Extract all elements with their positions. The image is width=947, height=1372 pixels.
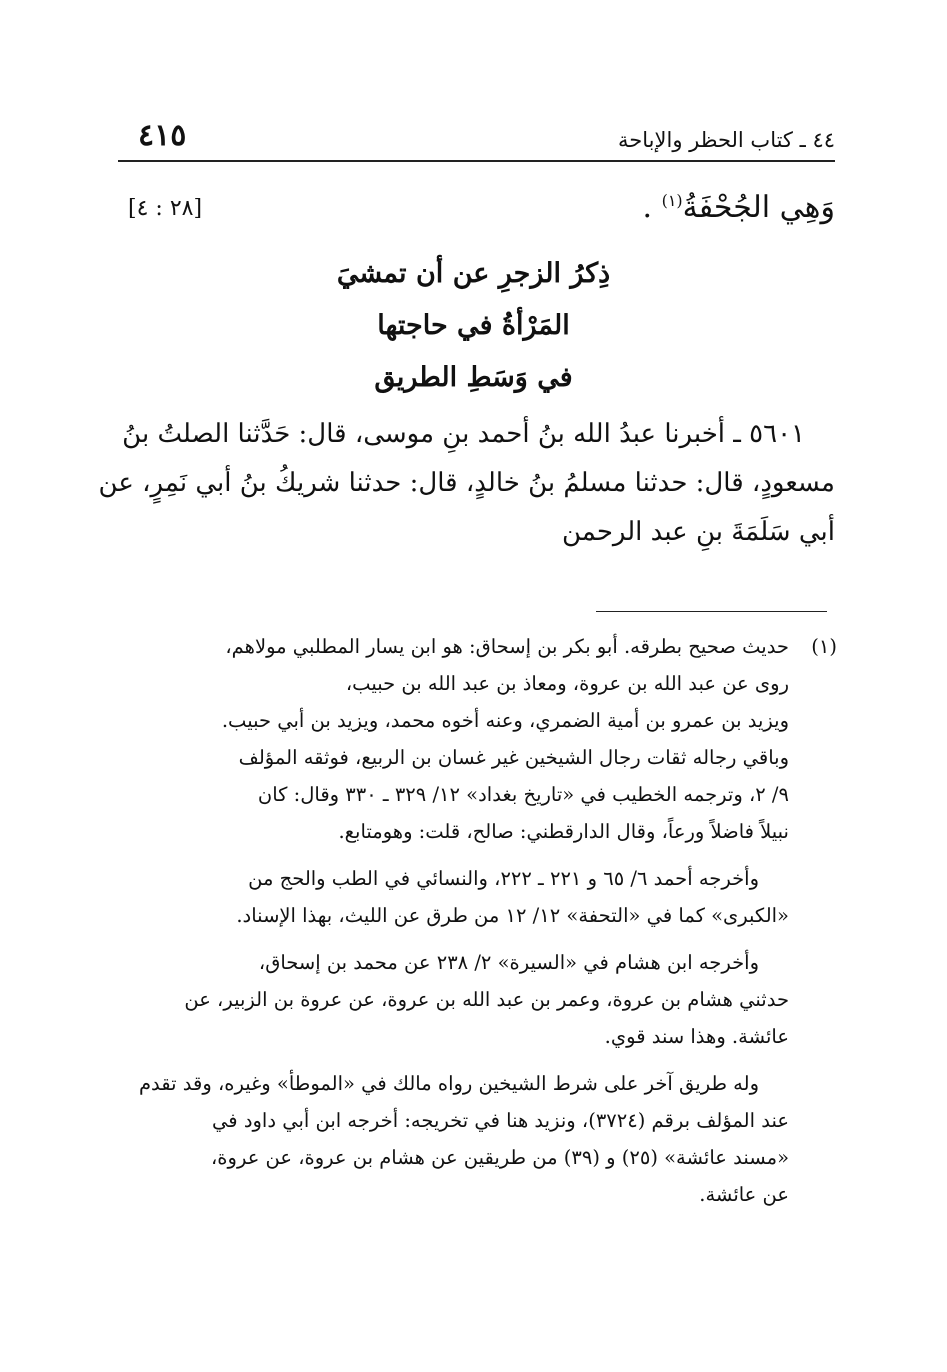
footnote-marker: (١) — [811, 635, 837, 658]
footnote-line: عن عائشة. — [699, 1183, 789, 1206]
footnote-line: ويزيد بن عمرو بن أمية الضمري، وعنه أخوه محمد، ويزيد بن أبي حبيب. — [221, 709, 789, 732]
footnote-line: عند المؤلف برقم (٣٧٢٤)، ونزيد هنا في تخريجه: أخرجه ابن أبي داود في — [212, 1109, 789, 1132]
footnote-line: روى عن عبد الله بن عروة، ومعاذ بن عبد الله بن حبيب، — [345, 672, 789, 695]
hadith-line: مسعودٍ، قال: حدثنا مسلمُ بنُ خالدٍ، قال: حدثنا شريكُ بنُ أبي نَمِرٍ، عن — [98, 468, 835, 498]
chapter-title-line: ذِكرُ الزجرِ عن أن تمشيَ — [336, 258, 611, 289]
footnote-line: عائشة. وهذا سند قوي. — [604, 1025, 789, 1048]
footnote-line: نبيلاً فاضلاً ورعاً، وقال الدارقطني: صالح، قلت: وهومتابع. — [338, 820, 789, 843]
hadith-line: ٥٦٠١ ـ أخبرنا عبدُ الله بنُ أحمد بنِ موسى، قال: حَدَّثنا الصلتُ بنُ — [122, 419, 805, 449]
footnote-line: ٩/ ٢، وترجمه الخطيب في «تاريخ بغداد» ١٢/ ٣٢٩ ـ ٣٣٠ وقال: كان — [257, 783, 789, 806]
footnote-paragraph-4 — [122, 1065, 837, 1213]
hadith-line: أبي سَلَمَةَ بنِ عبد الرحمن — [562, 517, 835, 547]
footnote-line: وله طريق آخر على شرط الشيخين رواه مالك في «الموطأ» وغيره، وقد تقدم — [138, 1072, 759, 1095]
footnote-paragraph-2 — [122, 860, 837, 934]
footnote-marker-ref: (١) — [661, 191, 683, 210]
footnote-line: وأخرجه أحمد ٦/ ٦٥ و ٢٢١ ـ ٢٢٢، والنسائي في الطب والحج من — [248, 867, 759, 890]
footnote-paragraph-1 — [122, 628, 837, 850]
lead-text: وَهِي الجُحْفَةُ — [682, 190, 835, 225]
lead-period: . — [642, 190, 662, 225]
chapter-title — [112, 248, 835, 404]
footnote-line: حدثني هشام بن عروة، وعمر بن عبد الله بن عروة، عن عروة بن الزبير، عن — [184, 988, 789, 1011]
footnote-line: وباقي رجاله ثقات رجال الشيخين غير غسان بن الربيع، فوثقه المؤلف — [238, 746, 789, 769]
header-rule — [118, 160, 835, 162]
footnote-line: «مسند عائشة» (٢٥) و (٣٩) من طريقين عن هشام بن عروة، عن عروة، — [211, 1146, 789, 1169]
footnote-line-text: حديث صحيح بطرقه. أبو بكر بن إسحاق: هو ابن يسار المطلبي مولاهم، — [225, 635, 789, 658]
footnote-line: وأخرجه ابن هشام في «السيرة» ٢/ ٢٣٨ عن محمد بن إسحاق، — [258, 951, 759, 974]
footnote-line — [122, 628, 837, 665]
footnote-paragraph-3 — [122, 944, 837, 1055]
lead-line — [643, 190, 836, 225]
hadith-text — [98, 410, 835, 557]
page-number: ٤١٥ — [138, 118, 187, 153]
reference-number: [٢٨ : ٤] — [128, 196, 203, 221]
footnotes — [122, 628, 837, 1213]
footnote-line: «الكبرى» كما في «التحفة» ١٢/ ١٢ من طرق عن الليث، بهذا الإسناد. — [236, 904, 789, 927]
chapter-title-line: المَرْأةُ في حاجتها — [377, 310, 570, 341]
running-head: ٤٤ ـ كتاب الحظر والإباحة — [618, 128, 835, 152]
footnote-separator — [596, 611, 827, 612]
chapter-title-line: في وَسَطِ الطريق — [374, 362, 573, 393]
